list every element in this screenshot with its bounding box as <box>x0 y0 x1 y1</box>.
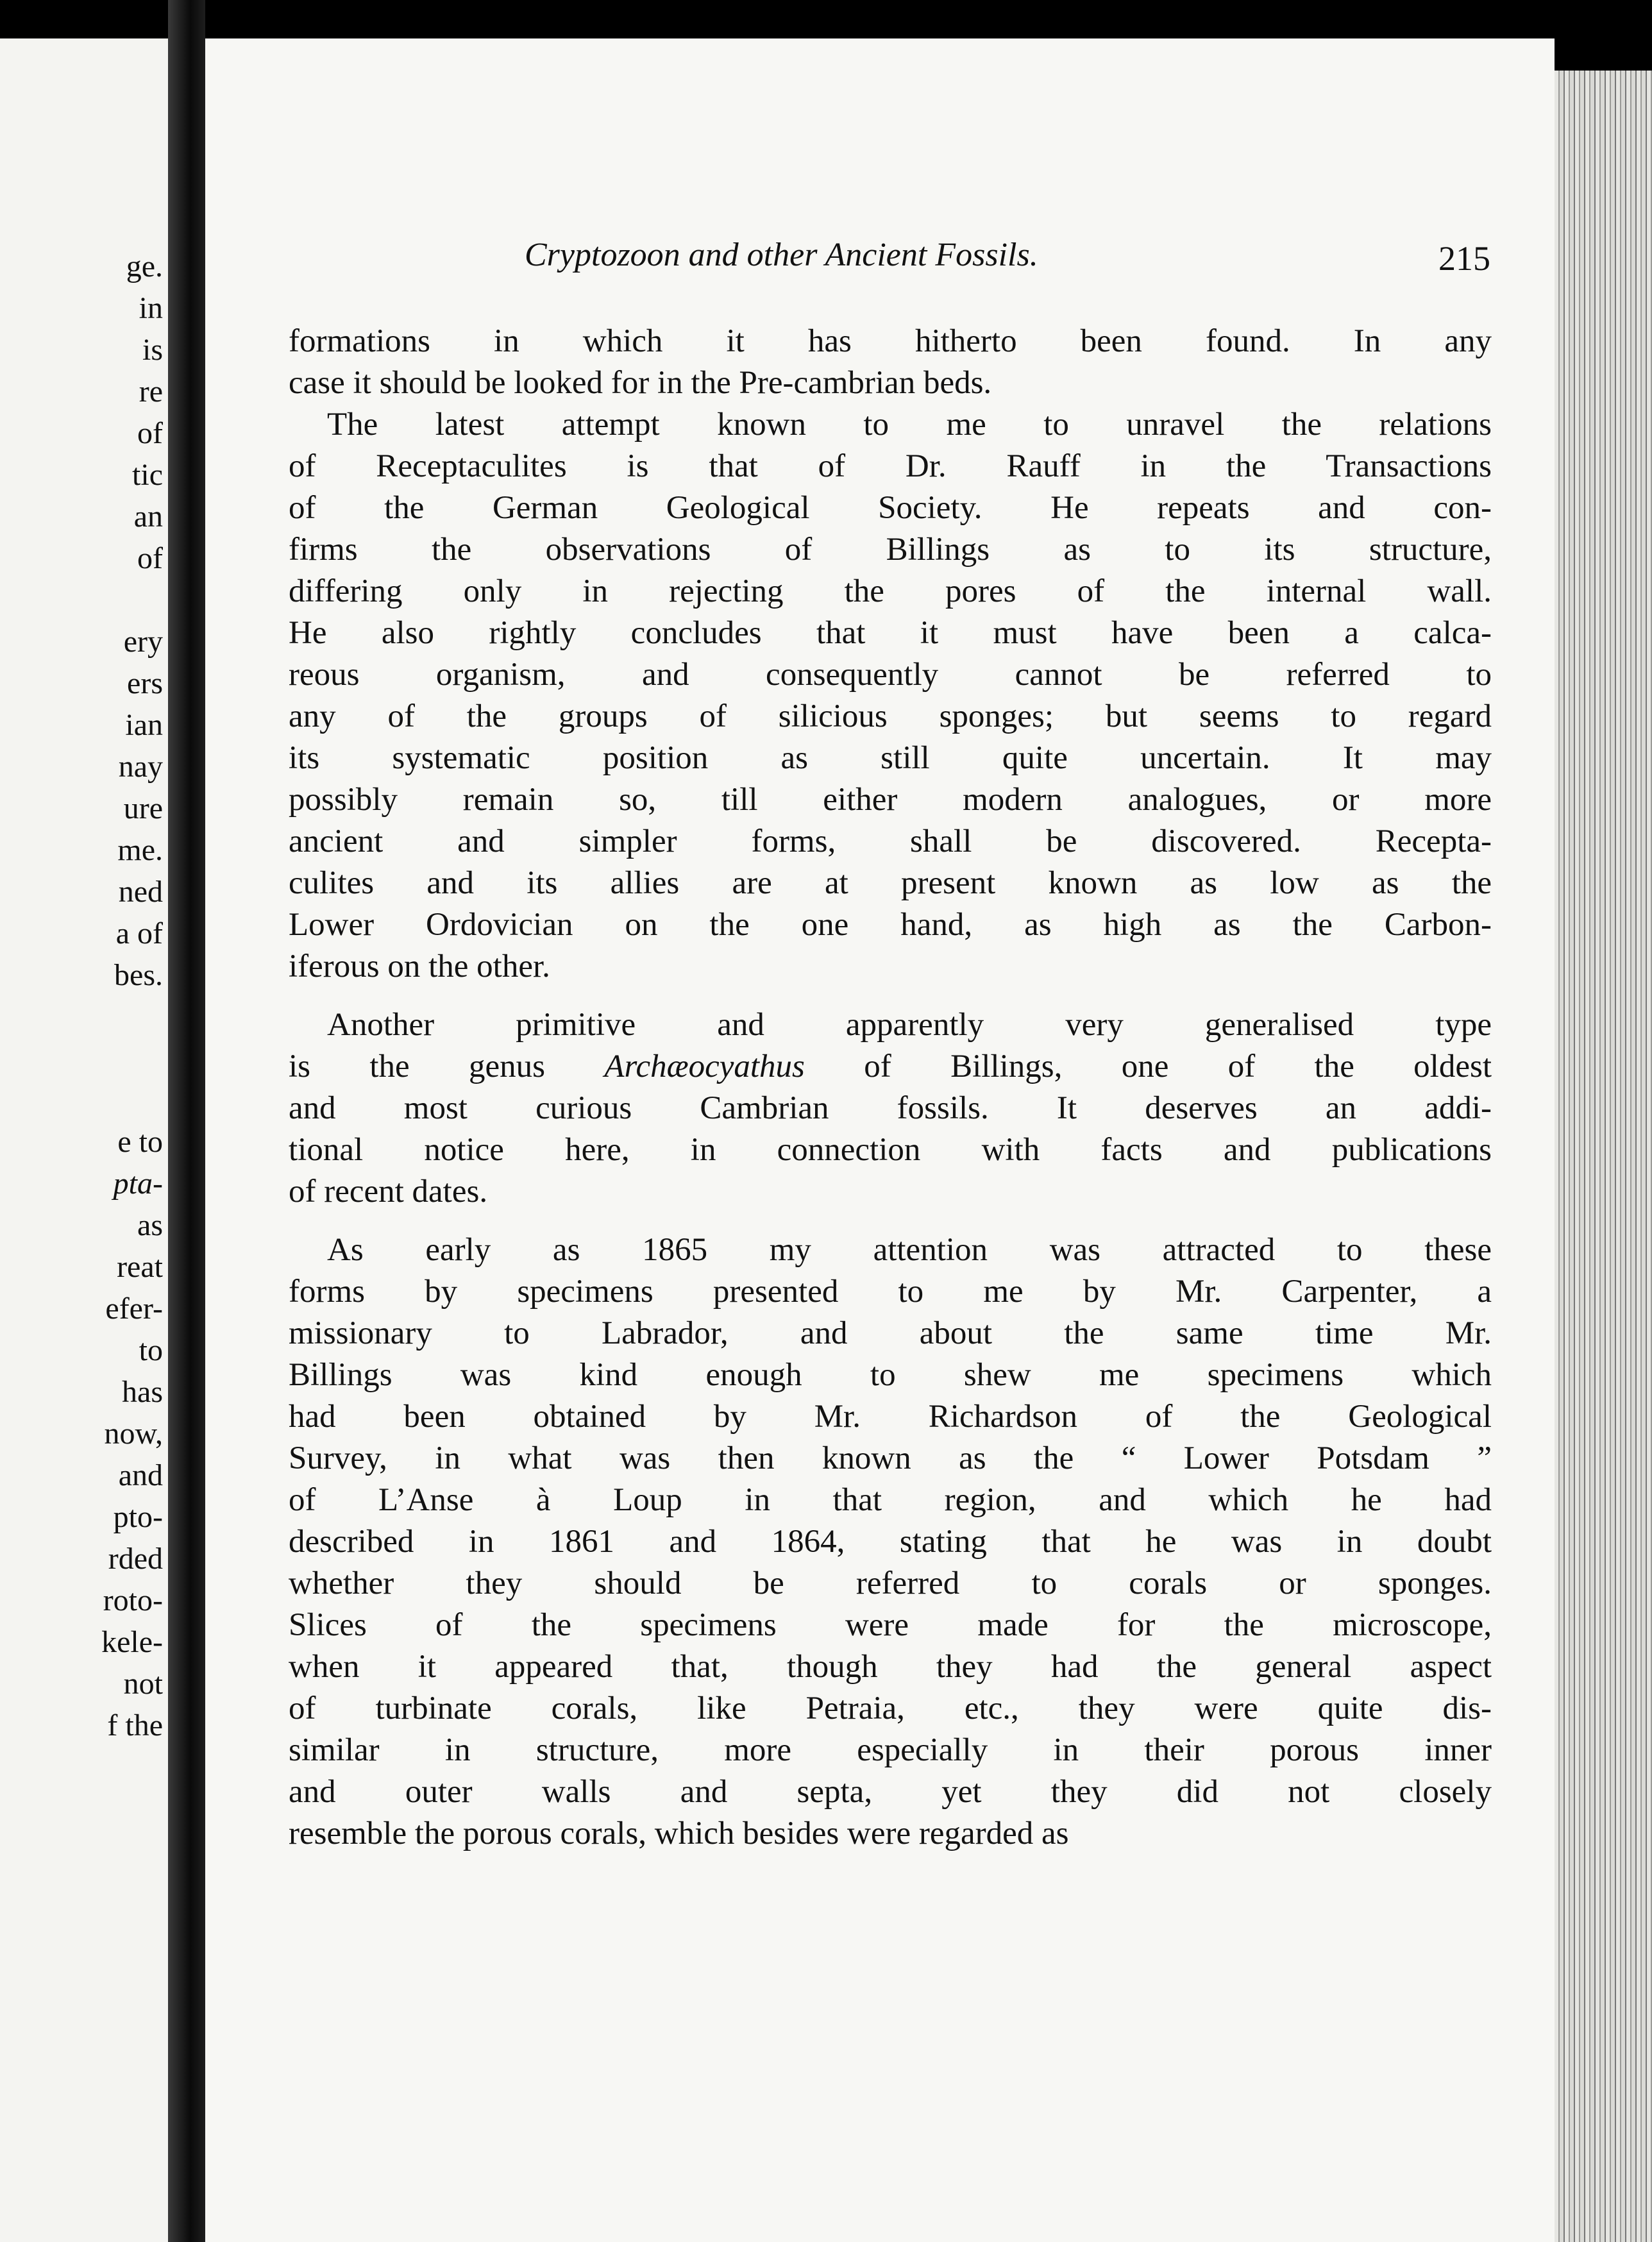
text-line: The latest attempt known to me to unravel the relations <box>327 407 1492 442</box>
text-line: differing only in rejecting the pores of the internal wall. <box>289 573 1492 609</box>
text-line: and most curious Cambrian fossils. It deserves an addi- <box>289 1090 1492 1126</box>
left-page-fragment: nay <box>118 750 163 784</box>
text-line: of recent dates. <box>289 1174 488 1210</box>
left-page-fragment: ure <box>123 791 163 825</box>
left-page-fragment: of <box>137 541 163 575</box>
text-line: He also rightly concludes that it must have been a calca- <box>289 615 1492 651</box>
book-gutter <box>168 0 205 2242</box>
text-line: culites and its allies are at present known as low as the <box>289 865 1492 901</box>
running-head <box>525 224 1490 282</box>
left-page-fragment: ge. <box>126 249 163 283</box>
left-page-fragment: and <box>118 1458 163 1492</box>
left-page-fragment: roto- <box>103 1583 163 1617</box>
left-page-fragment: me. <box>117 833 163 867</box>
text-line: Another primitive and apparently very generalised type <box>327 1007 1492 1043</box>
left-page-fragment: not <box>123 1667 163 1701</box>
text-line: resemble the porous corals, which besides were regarded as <box>289 1816 1069 1851</box>
left-page-fragment: rded <box>108 1542 163 1576</box>
text-line: forms by specimens presented to me by Mr. Carpenter, a <box>289 1274 1492 1310</box>
left-page-fragment: re <box>139 375 163 409</box>
left-page-fragment: ned <box>118 875 163 909</box>
left-page-fragment: ery <box>123 625 163 659</box>
text-line: possibly remain so, till either modern analogues, or more <box>289 782 1492 818</box>
left-page-fragment: pto- <box>113 1500 163 1534</box>
left-page-fragment: ers <box>127 666 163 700</box>
left-page-fragment: tic <box>132 458 163 492</box>
text-line: reous organism, and consequently cannot be referred to <box>289 657 1492 693</box>
text-line: Slices of the specimens were made for the microscope, <box>289 1607 1492 1643</box>
text-line: Lower Ordovician on the one hand, as high as the Carbon- <box>289 907 1492 943</box>
text-line: and outer walls and septa, yet they did not closely <box>289 1774 1492 1810</box>
left-page-fragment: to <box>139 1333 163 1367</box>
left-page-fragment: is <box>142 333 163 367</box>
text-line: had been obtained by Mr. Richardson of the Geological <box>289 1399 1492 1435</box>
left-page-fragment: an <box>133 500 163 534</box>
left-page-fragment: e to <box>117 1125 163 1159</box>
paragraph <box>289 1229 1492 1855</box>
text-line: whether they should be referred to corals or sponges. <box>289 1565 1492 1601</box>
text-line: ancient and simpler forms, shall be discovered. Recepta- <box>289 823 1492 859</box>
text-line: of L’Anse à Loup in that region, and which he had <box>289 1482 1492 1518</box>
text-line: of Receptaculites is that of Dr. Rauff in the Transactions <box>289 448 1492 484</box>
text-line: of the German Geological Society. He repeats and con- <box>289 490 1492 526</box>
running-title: Cryptozoon and other Ancient Fossils. <box>525 237 1038 273</box>
previous-page-edge <box>0 38 168 2242</box>
text-line: Survey, in what was then known as the “ Lower Potsdam ” <box>289 1440 1492 1476</box>
text-line: iferous on the other. <box>289 948 550 984</box>
stacked-page-edges <box>1555 71 1652 2242</box>
text-line: similar in structure, more especially in their porous inner <box>289 1732 1492 1768</box>
left-page-fragment: f the <box>107 1708 163 1742</box>
text-line: of turbinate corals, like Petraia, etc., they were quite dis- <box>289 1690 1492 1726</box>
body-text <box>289 321 1492 1855</box>
book-page-215 <box>205 38 1555 2242</box>
left-page-fragment: in <box>139 291 163 325</box>
text-line: is the genus Archæocyathus of Billings, one of the oldest <box>289 1049 1492 1084</box>
text-line: tional notice here, in connection with facts and publications <box>289 1132 1492 1168</box>
text-line: when it appeared that, though they had the general aspect <box>289 1649 1492 1685</box>
left-page-fragment: bes. <box>114 958 163 992</box>
paragraph <box>289 321 1492 404</box>
paragraph <box>289 1004 1492 1213</box>
text-line: formations in which it has hitherto been found. In any <box>289 323 1492 359</box>
text-line: missionary to Labrador, and about the same time Mr. <box>289 1315 1492 1351</box>
text-line: As early as 1865 my attention was attracted to these <box>327 1232 1492 1268</box>
text-line: described in 1861 and 1864, stating that he was in doubt <box>289 1524 1492 1560</box>
left-page-fragment: of <box>137 416 163 450</box>
left-page-fragment: efer- <box>105 1292 163 1326</box>
text-line: firms the observations of Billings as to its structure, <box>289 532 1492 568</box>
paragraph <box>289 404 1492 988</box>
left-page-fragment: as <box>137 1208 163 1242</box>
page-number: 215 <box>1438 239 1490 278</box>
text-line: its systematic position as still quite uncertain. It may <box>289 740 1492 776</box>
left-page-fragment: now, <box>104 1417 163 1451</box>
genus-name: Archæocyathus <box>604 1049 805 1084</box>
page-edges-shadow <box>1555 38 1652 71</box>
text-line: case it should be looked for in the Pre-cambrian beds. <box>289 365 992 401</box>
left-page-fragment: has <box>122 1375 163 1409</box>
text-line: any of the groups of silicious sponges; but seems to regard <box>289 698 1492 734</box>
left-page-fragment: reat <box>117 1250 163 1284</box>
text-line: Billings was kind enough to shew me specimens which <box>289 1357 1492 1393</box>
left-page-fragment: kele- <box>101 1625 163 1659</box>
left-page-fragment: a of <box>115 916 163 950</box>
left-page-fragment: ian <box>125 708 163 742</box>
left-page-fragment: pta- <box>113 1167 163 1201</box>
